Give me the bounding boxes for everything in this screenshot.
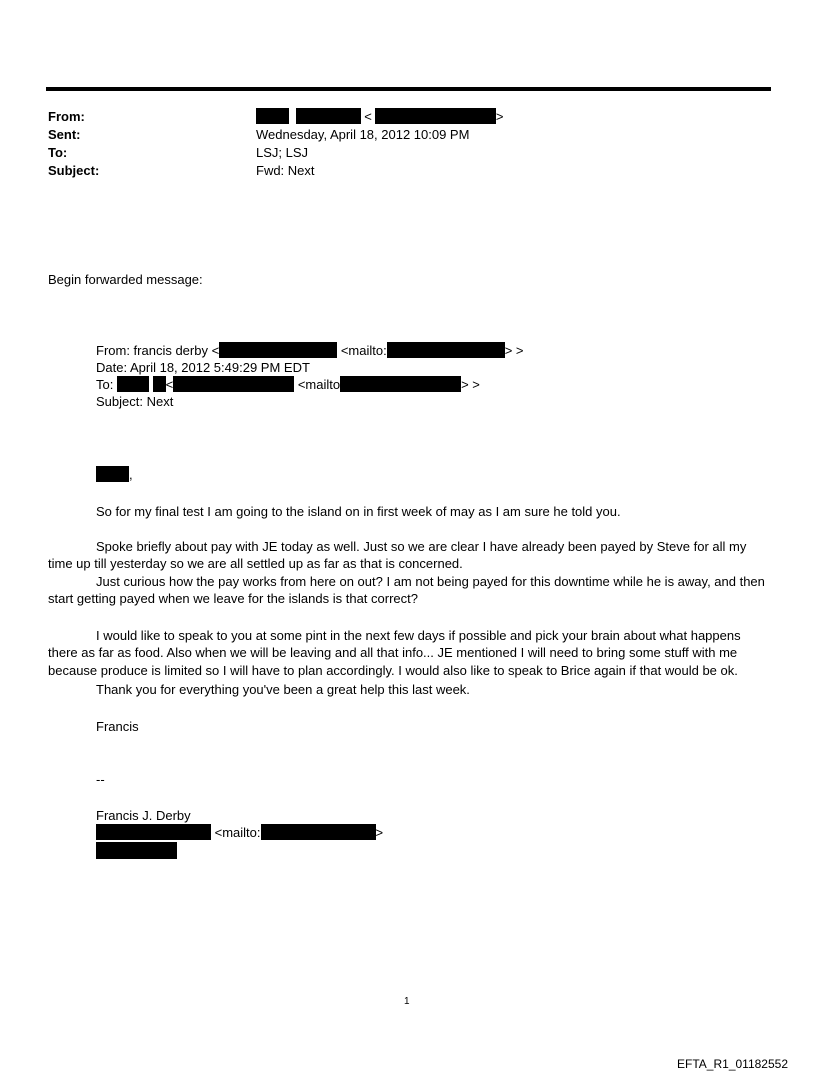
subject-label: Subject: bbox=[48, 163, 100, 178]
forwarded-date-line: Date: April 18, 2012 5:49:29 PM EDT bbox=[96, 360, 310, 375]
body-paragraph-4: I would like to speak to you at some pint in the next few days if possible and pick your brain about what happens there as far as food. Also when we will be leaving and all that info... JE mentioned I will need to bring some stuff with me because produce is limited so I will have to plan accordingly. I would also like to speak to Brice again if that would be ok. bbox=[48, 628, 741, 678]
redaction-block bbox=[173, 376, 294, 392]
body-paragraph-5: Thank you for everything you've been a great help this last week. bbox=[96, 682, 470, 697]
forwarded-to-end: > > bbox=[461, 377, 480, 392]
from-close-bracket: > bbox=[495, 109, 504, 124]
subject-value: Fwd: Next bbox=[256, 163, 315, 178]
forwarded-subject-line: Subject: Next bbox=[96, 394, 174, 409]
from-value bbox=[256, 108, 503, 126]
redaction-block bbox=[387, 342, 505, 358]
redaction-block bbox=[296, 108, 361, 124]
greeting bbox=[96, 466, 133, 483]
redaction-block bbox=[261, 824, 376, 840]
to-label: To: bbox=[48, 145, 68, 160]
greeting-comma: , bbox=[129, 467, 133, 482]
page-number: 1 bbox=[404, 996, 410, 1007]
forwarded-to-mailto: <mailto bbox=[297, 377, 341, 392]
forwarded-from-line bbox=[96, 342, 524, 359]
signature-dash: -- bbox=[96, 772, 105, 787]
forwarded-to-prefix: To: bbox=[96, 377, 114, 392]
redaction-block bbox=[96, 466, 129, 482]
forward-intro: Begin forwarded message: bbox=[48, 272, 203, 287]
forwarded-to-open: < bbox=[165, 377, 174, 392]
signature-email-line bbox=[96, 824, 383, 841]
body-paragraph-2: Spoke briefly about pay with JE today as well. Just so we are clear I have already been payed by Steve for all my time up till yesterday so we are all settled up as far as that is concerned. bbox=[48, 539, 747, 572]
header-rule bbox=[46, 87, 771, 91]
redaction-block bbox=[219, 342, 337, 358]
from-label: From: bbox=[48, 109, 85, 124]
redaction-block bbox=[117, 376, 149, 392]
forwarded-from-mailto: <mailto: bbox=[340, 343, 387, 358]
bates-number: EFTA_R1_01182552 bbox=[677, 1057, 788, 1071]
redaction-block bbox=[96, 842, 177, 859]
from-open-bracket: < bbox=[364, 109, 372, 124]
sent-value: Wednesday, April 18, 2012 10:09 PM bbox=[256, 127, 470, 142]
body-paragraph-3: Just curious how the pay works from here on out? I am not being payed for this downtime while he is away, and then start getting payed when we leave for the islands is that correct? bbox=[48, 574, 765, 607]
forwarded-from-prefix: From: francis derby < bbox=[96, 343, 220, 358]
forwarded-to-line bbox=[96, 376, 480, 393]
signature-end: > bbox=[375, 825, 384, 840]
signoff: Francis bbox=[96, 719, 139, 734]
redaction-block bbox=[96, 824, 211, 840]
signature-mailto: <mailto: bbox=[214, 825, 261, 840]
redaction-block bbox=[340, 376, 461, 392]
signature-name: Francis J. Derby bbox=[96, 808, 191, 823]
sent-label: Sent: bbox=[48, 127, 81, 142]
redaction-block bbox=[375, 108, 496, 124]
redaction-block bbox=[153, 376, 166, 392]
forwarded-from-end: > > bbox=[504, 343, 524, 358]
body-paragraph-1: So for my final test I am going to the island on in first week of may as I am sure he told you. bbox=[96, 504, 621, 519]
to-value: LSJ; LSJ bbox=[256, 145, 309, 160]
redaction-block bbox=[256, 108, 289, 124]
